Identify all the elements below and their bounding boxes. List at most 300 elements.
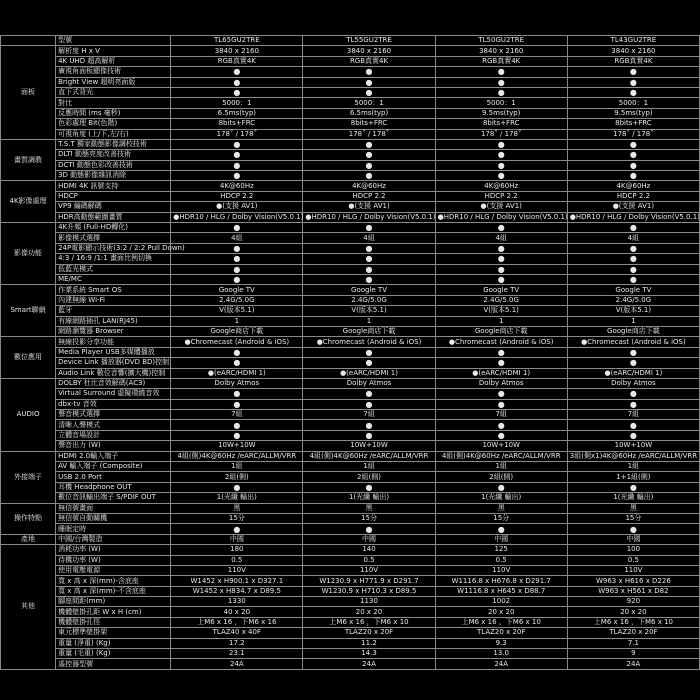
spec-row (1, 358, 700, 368)
feature-dot: ● (435, 150, 567, 160)
spec-row (1, 191, 700, 201)
spec-value: 上M6 x 16 ，下M6 x 10 (567, 617, 699, 627)
spec-row (1, 545, 700, 555)
feature-dot: ● (171, 139, 303, 149)
feature-dot: ● (171, 264, 303, 274)
spec-value: Google TV (171, 285, 303, 295)
feature-label: 遙控器型號 (56, 659, 171, 669)
feature-dot: ● (303, 264, 435, 274)
feature-label: 待機功率 (W) (56, 555, 171, 565)
feature-dot: ● (567, 420, 699, 430)
header-row (1, 36, 700, 46)
spec-row (1, 306, 700, 316)
spec-row (1, 347, 700, 357)
feature-dot: ● (171, 223, 303, 233)
feature-dot: ● (303, 67, 435, 77)
feature-label: 作業系統 Smart OS (56, 285, 171, 295)
feature-label: 機體壁掛孔距 W x H (cm) (56, 607, 171, 617)
feature-label: 藍牙 (56, 306, 171, 316)
feature-dot: ● (303, 77, 435, 87)
spec-row (1, 482, 700, 492)
spec-row (1, 565, 700, 575)
feature-dot: ● (435, 254, 567, 264)
spec-value: 17.2 (171, 638, 303, 648)
spec-value: RGB真實4K (303, 56, 435, 66)
spec-row (1, 46, 700, 56)
feature-label: 數位音訊輸出端子 S/PDIF OUT (56, 493, 171, 503)
spec-row (1, 56, 700, 66)
feature-dot: ● (567, 67, 699, 77)
feature-dot: ● (435, 274, 567, 284)
feature-label: 有線網路插孔 LAN(RJ45) (56, 316, 171, 326)
feature-dot: ● (303, 243, 435, 253)
feature-label: 無信號自動關機 (56, 513, 171, 523)
spec-row (1, 649, 700, 659)
spec-row (1, 67, 700, 77)
feature-label: 睡眠定時 (56, 524, 171, 534)
category-label: AUDIO (1, 378, 56, 451)
spec-value: 黑 (303, 503, 435, 513)
spec-value: 2.4G/5.0G (171, 295, 303, 305)
spec-sheet (0, 35, 700, 670)
spec-value: 110V (171, 565, 303, 575)
spec-value: 3840 x 2160 (171, 46, 303, 56)
spec-row (1, 285, 700, 295)
feature-label: 立體音場設計 (56, 430, 171, 440)
spec-value: ●Chromecast (Android & iOS) (171, 337, 303, 347)
feature-label: 清晰人聲模式 (56, 420, 171, 430)
spec-value: 920 (567, 597, 699, 607)
spec-row (1, 420, 700, 430)
feature-dot: ● (171, 77, 303, 87)
feature-dot: ● (171, 389, 303, 399)
feature-dot: ● (567, 347, 699, 357)
spec-value: HDCP 2.2 (303, 191, 435, 201)
spec-value: ●(eARC/HDMI 1) (303, 368, 435, 378)
spec-value: 140 (303, 545, 435, 555)
feature-label: HDR高動態範圍畫質 (56, 212, 171, 222)
feature-label: 腳座間距(mm) (56, 597, 171, 607)
category-label: 外接端子 (1, 451, 56, 503)
feature-dot: ● (435, 77, 567, 87)
feature-label: 對比 (56, 98, 171, 108)
spec-value: Google商店下載 (171, 326, 303, 336)
spec-row (1, 493, 700, 503)
feature-dot: ● (567, 389, 699, 399)
spec-row (1, 171, 700, 181)
spec-row (1, 368, 700, 378)
feature-dot: ● (567, 254, 699, 264)
spec-value: 中國 (303, 534, 435, 544)
spec-value: 24A (303, 659, 435, 669)
spec-value: ●Chromecast (Android & iOS) (435, 337, 567, 347)
feature-dot: ● (303, 420, 435, 430)
spec-row (1, 503, 700, 513)
header-label: 型號 (56, 36, 171, 46)
feature-dot: ● (435, 389, 567, 399)
spec-value: TLAZ20 x 20F (303, 628, 435, 638)
spec-value: 15分 (567, 513, 699, 523)
spec-value: W1452 x H900.1 x D327.1 (171, 576, 303, 586)
model-name: TL43GU2TRE (567, 36, 699, 46)
spec-value: TLAZ40 x 40F (171, 628, 303, 638)
feature-label: 解析度 H x V (56, 46, 171, 56)
spec-table (0, 35, 700, 670)
spec-value: 黑 (567, 503, 699, 513)
spec-value: ●Chromecast (Android & iOS) (567, 337, 699, 347)
spec-value: 黑 (435, 503, 567, 513)
spec-value: ●HDR10 / HLG / Dolby Vision(V5.0.1) (435, 212, 567, 222)
feature-dot: ● (435, 420, 567, 430)
feature-dot: ● (171, 171, 303, 181)
spec-row (1, 98, 700, 108)
spec-value: W1116.8 x H676.8 x D291.7 (435, 576, 567, 586)
spec-value: 中國 (171, 534, 303, 544)
spec-row (1, 410, 700, 420)
spec-value: Dolby Atmos (435, 378, 567, 388)
spec-value: 178˚ / 178˚ (567, 129, 699, 139)
spec-value: W963 x H616 x D226 (567, 576, 699, 586)
feature-label: 低藍光模式 (56, 264, 171, 274)
spec-value: 9 (567, 649, 699, 659)
feature-label: DOLBY 杜比音效解碼(AC3) (56, 378, 171, 388)
spec-value: 100 (567, 545, 699, 555)
spec-value: Google TV (435, 285, 567, 295)
spec-value: 0.5 (435, 555, 567, 565)
spec-row (1, 233, 700, 243)
feature-dot: ● (435, 347, 567, 357)
spec-row (1, 223, 700, 233)
feature-dot: ● (567, 171, 699, 181)
spec-row (1, 129, 700, 139)
spec-value: 3840 x 2160 (303, 46, 435, 56)
spec-value: 2.4G/5.0G (567, 295, 699, 305)
feature-dot: ● (435, 264, 567, 274)
spec-value: 15分 (435, 513, 567, 523)
spec-value: 1130 (303, 597, 435, 607)
spec-value: ●Chromecast (Android & iOS) (303, 337, 435, 347)
feature-dot: ● (435, 171, 567, 181)
feature-dot: ● (567, 358, 699, 368)
feature-label: 3D 動態影像雜訊消除 (56, 171, 171, 181)
model-name: TL50GU2TRE (435, 36, 567, 46)
spec-value: 125 (435, 545, 567, 555)
spec-value: 20 x 20 (567, 607, 699, 617)
spec-value: 1 (567, 316, 699, 326)
feature-dot: ● (435, 67, 567, 77)
spec-value: Dolby Atmos (567, 378, 699, 388)
spec-value: ●(eARC/HDMI 1) (435, 368, 567, 378)
feature-dot: ● (171, 87, 303, 97)
spec-row (1, 316, 700, 326)
spec-row (1, 617, 700, 627)
feature-dot: ● (171, 243, 303, 253)
feature-label: 中國/台灣製造 (56, 534, 171, 544)
spec-value: ●(eARC/HDMI 1) (567, 368, 699, 378)
spec-value: 2組(側) (171, 472, 303, 482)
feature-dot: ● (435, 430, 567, 440)
spec-row (1, 399, 700, 409)
spec-value: 20 x 20 (303, 607, 435, 617)
spec-table-body (1, 36, 700, 670)
feature-dot: ● (171, 347, 303, 357)
feature-dot: ● (303, 274, 435, 284)
spec-value: 24A (567, 659, 699, 669)
spec-value: 1(光纖 輸出) (171, 493, 303, 503)
feature-dot: ● (435, 243, 567, 253)
feature-label: 使用電壓電源 (56, 565, 171, 575)
spec-row (1, 139, 700, 149)
spec-value: 1002 (435, 597, 567, 607)
spec-value: 4組 (435, 233, 567, 243)
spec-row (1, 607, 700, 617)
spec-row (1, 160, 700, 170)
spec-value: ●(支援 AV1) (567, 202, 699, 212)
feature-dot: ● (303, 223, 435, 233)
spec-value: 10W+10W (303, 441, 435, 451)
spec-value: 3840 x 2160 (435, 46, 567, 56)
feature-label: DLTI 動態亮度改善技術 (56, 150, 171, 160)
feature-dot: ● (171, 420, 303, 430)
feature-dot: ● (303, 389, 435, 399)
spec-row (1, 462, 700, 472)
spec-value: W1230.9 x H771.9 x D291.7 (303, 576, 435, 586)
spec-value: 3840 x 2160 (567, 46, 699, 56)
feature-label: Media Player USB多媒體播放 (56, 347, 171, 357)
feature-label: Bright View 超明亮面版 (56, 77, 171, 87)
feature-label: 4K升頻 (Full-HD轉化) (56, 223, 171, 233)
feature-label: 內建無線 Wi-Fi (56, 295, 171, 305)
spec-value: 1330 (171, 597, 303, 607)
spec-value: 24A (435, 659, 567, 669)
spec-row (1, 628, 700, 638)
feature-label: 反應時間 (ms 毫秒) (56, 108, 171, 118)
spec-value: 6.5ms(typ) (303, 108, 435, 118)
feature-dot: ● (567, 87, 699, 97)
feature-dot: ● (171, 160, 303, 170)
feature-label: T.S.T 獨家動態影像調校技術 (56, 139, 171, 149)
spec-value: ●HDR10 / HLG / Dolby Vision(V5.0.1) (303, 212, 435, 222)
feature-dot: ● (567, 77, 699, 87)
spec-row (1, 524, 700, 534)
spec-row (1, 451, 700, 461)
feature-dot: ● (303, 524, 435, 534)
category-label: 產地 (1, 534, 56, 544)
feature-label: 重量 (毛重) (Kg) (56, 649, 171, 659)
spec-value: RGB真實4K (171, 56, 303, 66)
spec-value: TLAZ20 x 20F (435, 628, 567, 638)
spec-value: 110V (435, 565, 567, 575)
feature-label: Virtual Surround 虛擬環繞音效 (56, 389, 171, 399)
feature-dot: ● (303, 482, 435, 492)
spec-value: 4K@60Hz (567, 181, 699, 191)
spec-value: 中國 (435, 534, 567, 544)
spec-value: 20 x 20 (435, 607, 567, 617)
category-label: 其他 (1, 545, 56, 670)
feature-label: VP9 編碼解碼 (56, 202, 171, 212)
spec-value: 8bits+FRC (567, 119, 699, 129)
spec-row (1, 597, 700, 607)
spec-value: 上M6 x 16 ，下M6 x 16 (171, 617, 303, 627)
feature-dot: ● (171, 399, 303, 409)
category-label: 操作特點 (1, 503, 56, 534)
spec-value: 7組 (303, 410, 435, 420)
spec-row (1, 119, 700, 129)
spec-value: W1230.9 x H710.3 x D89.5 (303, 586, 435, 596)
spec-value: 7組 (567, 410, 699, 420)
feature-dot: ● (171, 67, 303, 77)
spec-value: V(版本5.1) (567, 306, 699, 316)
spec-value: 9.5ms(typ) (567, 108, 699, 118)
spec-value: ●HDR10 / HLG / Dolby Vision(V5.0.1) (567, 212, 699, 222)
spec-value: ●(eARC/HDMI 1) (171, 368, 303, 378)
feature-dot: ● (567, 430, 699, 440)
feature-dot: ● (303, 160, 435, 170)
spec-value: ●HDR10 / HLG / Dolby Vision(V5.0.1) (171, 212, 303, 222)
spec-value: ●(支援 AV1) (171, 202, 303, 212)
feature-dot: ● (171, 430, 303, 440)
spec-value: 2.4G/5.0G (303, 295, 435, 305)
feature-label: 直下式背光 (56, 87, 171, 97)
feature-dot: ● (303, 347, 435, 357)
spec-value: Google商店下載 (567, 326, 699, 336)
spec-row (1, 586, 700, 596)
feature-label: 24P電影顯示技術(3:2 / 2:2 Pull Down) (56, 243, 171, 253)
spec-value: 10W+10W (171, 441, 303, 451)
category-label: 4K影像處理 (1, 181, 56, 223)
feature-label: dbx-tv 音效 (56, 399, 171, 409)
feature-label: 寬 x 高 x 深(mm)-不含底座 (56, 586, 171, 596)
spec-value: TLAZ20 x 20F (567, 628, 699, 638)
feature-label: 耳機 Headphone OUT (56, 482, 171, 492)
spec-row (1, 430, 700, 440)
spec-value: 5000：1 (435, 98, 567, 108)
feature-label: 寬 x 高 x 深(mm)-含底座 (56, 576, 171, 586)
spec-row (1, 378, 700, 388)
feature-dot: ● (171, 358, 303, 368)
feature-label: 聲音模式選擇 (56, 410, 171, 420)
spec-value: 4組(側)4K@60Hz /eARC/ALLM/VRR (303, 451, 435, 461)
spec-row (1, 638, 700, 648)
spec-row (1, 87, 700, 97)
spec-value: 8bits+FRC (303, 119, 435, 129)
spec-row (1, 254, 700, 264)
spec-value: 中國 (567, 534, 699, 544)
feature-label: HDCP (56, 191, 171, 201)
feature-dot: ● (171, 150, 303, 160)
model-name: TL65GU2TRE (171, 36, 303, 46)
spec-value: Google商店下載 (303, 326, 435, 336)
spec-value: 178˚ / 178˚ (171, 129, 303, 139)
spec-value: ●(支援 AV1) (435, 202, 567, 212)
spec-value: 上M6 x 16 ，下M6 x 10 (435, 617, 567, 627)
spec-value: 6.5ms(typ) (171, 108, 303, 118)
feature-label: 無線投影分享功能 (56, 337, 171, 347)
spec-row (1, 555, 700, 565)
spec-value: 180 (171, 545, 303, 555)
feature-label: Device Link 播放器(DVD BD)控制 (56, 358, 171, 368)
feature-dot: ● (171, 254, 303, 264)
spec-value: 23.1 (171, 649, 303, 659)
feature-dot: ● (567, 160, 699, 170)
spec-row (1, 659, 700, 669)
category-label: 面板 (1, 46, 56, 140)
spec-value: 14.3 (303, 649, 435, 659)
spec-value: Dolby Atmos (171, 378, 303, 388)
spec-row (1, 337, 700, 347)
spec-value: 1(光纖 輸出) (303, 493, 435, 503)
spec-value: 1 (303, 316, 435, 326)
spec-value: 10W+10W (567, 441, 699, 451)
feature-label: AV 輸入端子 (Composite) (56, 462, 171, 472)
spec-value: RGB真實4K (435, 56, 567, 66)
spec-value: Google TV (303, 285, 435, 295)
spec-value: 7組 (171, 410, 303, 420)
spec-value: Google TV (567, 285, 699, 295)
feature-label: 機體壁掛孔徑 (56, 617, 171, 627)
spec-row (1, 77, 700, 87)
spec-value: HDCP 2.2 (171, 191, 303, 201)
feature-dot: ● (303, 430, 435, 440)
category-label: 數位應用 (1, 337, 56, 379)
spec-value: 9.5ms(typ) (435, 108, 567, 118)
spec-value: 9.3 (435, 638, 567, 648)
spec-value: 1(光纖 輸出) (435, 493, 567, 503)
spec-value: 8bits+FRC (435, 119, 567, 129)
spec-value: V(版本5.1) (171, 306, 303, 316)
spec-row (1, 243, 700, 253)
feature-dot: ● (171, 524, 303, 534)
feature-label: HDMI 2.0輸入端子 (56, 451, 171, 461)
spec-value: 10W+10W (435, 441, 567, 451)
feature-dot: ● (435, 524, 567, 534)
spec-value: 110V (303, 565, 435, 575)
feature-dot: ● (171, 482, 303, 492)
category-label: 畫質調教 (1, 139, 56, 181)
feature-label: 4K UHD 超高解析 (56, 56, 171, 66)
feature-label: 廣視角面板顯像技術 (56, 67, 171, 77)
spec-value: 15分 (303, 513, 435, 523)
spec-row (1, 576, 700, 586)
spec-row (1, 202, 700, 212)
spec-value: 上M6 x 16 ，下M6 x 10 (303, 617, 435, 627)
spec-value: HDCP 2.2 (567, 191, 699, 201)
spec-value: 0.5 (567, 555, 699, 565)
feature-dot: ● (567, 274, 699, 284)
spec-row (1, 274, 700, 284)
feature-label: USB 2.0 Port (56, 472, 171, 482)
spec-value: V(版本5.1) (435, 306, 567, 316)
spec-value: 7組 (435, 410, 567, 420)
spec-value: 4組(側)4K@60Hz /eARC/ALLM/VRR (171, 451, 303, 461)
spec-value: 2組(側) (435, 472, 567, 482)
spec-value: 2組(側) (303, 472, 435, 482)
feature-dot: ● (567, 139, 699, 149)
spec-value: 黑 (171, 503, 303, 513)
spec-value: 4組 (171, 233, 303, 243)
feature-dot: ● (303, 139, 435, 149)
feature-label: 可視角度 (上/下,左/右) (56, 129, 171, 139)
spec-value: 4組 (567, 233, 699, 243)
spec-row (1, 472, 700, 482)
spec-row (1, 108, 700, 118)
feature-dot: ● (567, 150, 699, 160)
feature-dot: ● (567, 264, 699, 274)
category-label: Smart聯網 (1, 285, 56, 337)
feature-label: 4:3 / 16:9 /1:1 畫面比例切換 (56, 254, 171, 264)
feature-dot: ● (303, 87, 435, 97)
spec-row (1, 513, 700, 523)
